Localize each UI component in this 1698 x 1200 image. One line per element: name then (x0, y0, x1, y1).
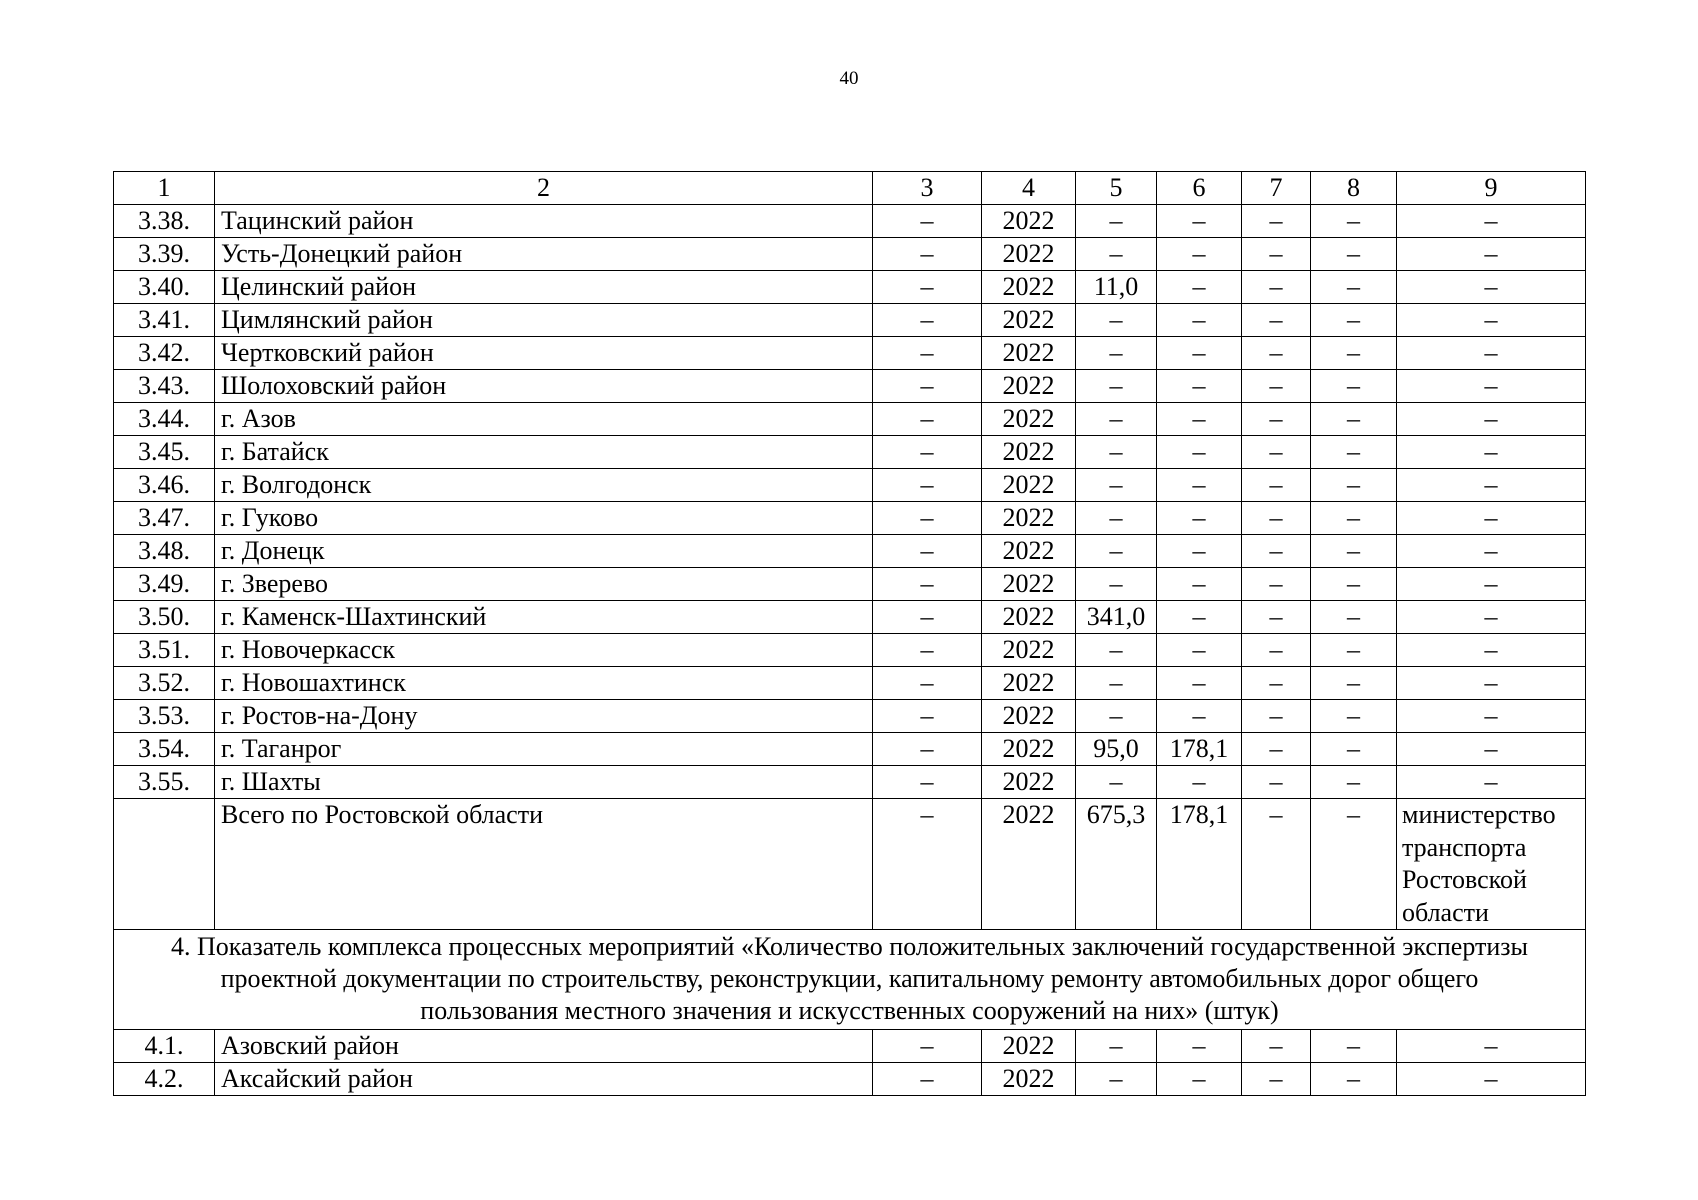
cell-col6: – (1157, 601, 1242, 634)
cell-responsible: – (1397, 436, 1586, 469)
cell-col5: – (1076, 337, 1157, 370)
cell-col7: – (1242, 1063, 1311, 1096)
cell-col8: – (1311, 304, 1397, 337)
cell-num: 3.50. (114, 601, 215, 634)
cell-year: 2022 (982, 568, 1076, 601)
cell-col3: – (873, 337, 982, 370)
cell-name: г. Каменск-Шахтинский (215, 601, 873, 634)
cell-col7: – (1242, 238, 1311, 271)
cell-num: 3.39. (114, 238, 215, 271)
table-row (114, 601, 1586, 634)
cell-year: 2022 (982, 733, 1076, 766)
cell-num: 3.38. (114, 205, 215, 238)
cell-responsible: – (1397, 304, 1586, 337)
cell-year: 2022 (982, 700, 1076, 733)
cell-col6: 178,1 (1157, 733, 1242, 766)
cell-num: 3.41. (114, 304, 215, 337)
cell-col6: – (1157, 469, 1242, 502)
table-row (114, 436, 1586, 469)
table-row (114, 304, 1586, 337)
cell-col6: – (1157, 568, 1242, 601)
cell-col7: – (1242, 1030, 1311, 1063)
cell-col7: – (1242, 700, 1311, 733)
section-title: 4. Показатель комплекса процессных мероприятий «Количество положительных заключений государственной экспертизы проектной документации по строительству, реконструкции, капитальному ремонту автомобильных дорог общего пользования местного значения и искусственных сооружений на них» (штук) (114, 930, 1586, 1030)
cell-col8: – (1311, 502, 1397, 535)
table-row (114, 205, 1586, 238)
cell-responsible: – (1397, 403, 1586, 436)
cell-responsible: – (1397, 733, 1586, 766)
cell-col6: – (1157, 667, 1242, 700)
cell-name: Всего по Ростовской области (215, 799, 873, 930)
cell-col3: – (873, 502, 982, 535)
cell-num: 3.47. (114, 502, 215, 535)
cell-col5: – (1076, 667, 1157, 700)
cell-responsible: – (1397, 271, 1586, 304)
cell-col3: – (873, 205, 982, 238)
cell-col7: – (1242, 502, 1311, 535)
cell-col3: – (873, 667, 982, 700)
cell-col3: – (873, 370, 982, 403)
cell-num: 3.53. (114, 700, 215, 733)
cell-num: 4.2. (114, 1063, 215, 1096)
cell-col8: – (1311, 469, 1397, 502)
table-row (114, 535, 1586, 568)
cell-col8: – (1311, 271, 1397, 304)
cell-col3: – (873, 304, 982, 337)
cell-col5: – (1076, 370, 1157, 403)
cell-col7: – (1242, 469, 1311, 502)
cell-name: г. Ростов-на-Дону (215, 700, 873, 733)
table-row (114, 733, 1586, 766)
cell-name: г. Гуково (215, 502, 873, 535)
cell-col3: – (873, 238, 982, 271)
cell-col8: – (1311, 700, 1397, 733)
cell-col6: – (1157, 370, 1242, 403)
cell-num: 4.1. (114, 1030, 215, 1063)
cell-col6: – (1157, 700, 1242, 733)
cell-name: г. Зверево (215, 568, 873, 601)
cell-year: 2022 (982, 634, 1076, 667)
cell-num: 3.52. (114, 667, 215, 700)
cell-col8: – (1311, 799, 1397, 930)
cell-year: 2022 (982, 238, 1076, 271)
cell-col3: – (873, 535, 982, 568)
cell-col7: – (1242, 667, 1311, 700)
cell-col7: – (1242, 766, 1311, 799)
cell-col3: – (873, 1063, 982, 1096)
cell-col8: – (1311, 667, 1397, 700)
cell-col7: – (1242, 568, 1311, 601)
cell-col8: – (1311, 733, 1397, 766)
cell-num: 3.40. (114, 271, 215, 304)
cell-col5: – (1076, 436, 1157, 469)
cell-name: 2 (215, 172, 873, 205)
cell-col5: 341,0 (1076, 601, 1157, 634)
cell-responsible: – (1397, 1030, 1586, 1063)
cell-col7: – (1242, 337, 1311, 370)
cell-year: 4 (982, 172, 1076, 205)
cell-col8: – (1311, 766, 1397, 799)
cell-responsible: – (1397, 766, 1586, 799)
cell-name: Тацинский район (215, 205, 873, 238)
cell-col8: – (1311, 436, 1397, 469)
cell-col5: – (1076, 634, 1157, 667)
cell-col3: – (873, 436, 982, 469)
table-row (114, 568, 1586, 601)
cell-num (114, 799, 215, 930)
total-row (114, 799, 1586, 930)
table-row (114, 403, 1586, 436)
cell-year: 2022 (982, 304, 1076, 337)
cell-name: г. Волгодонск (215, 469, 873, 502)
cell-year: 2022 (982, 403, 1076, 436)
section-title-row (114, 930, 1586, 1030)
cell-col5: 11,0 (1076, 271, 1157, 304)
cell-col5: 675,3 (1076, 799, 1157, 930)
cell-col3: – (873, 601, 982, 634)
cell-col7: – (1242, 436, 1311, 469)
cell-responsible: – (1397, 502, 1586, 535)
table-row (114, 469, 1586, 502)
cell-col7: – (1242, 799, 1311, 930)
cell-col5: – (1076, 205, 1157, 238)
cell-col8: – (1311, 634, 1397, 667)
table-row (114, 370, 1586, 403)
table-row (114, 700, 1586, 733)
cell-year: 2022 (982, 469, 1076, 502)
cell-col6: 6 (1157, 172, 1242, 205)
cell-num: 3.45. (114, 436, 215, 469)
cell-col5: – (1076, 304, 1157, 337)
cell-responsible: – (1397, 1063, 1586, 1096)
cell-col8: – (1311, 1030, 1397, 1063)
cell-name: Цимлянский район (215, 304, 873, 337)
cell-col8: – (1311, 403, 1397, 436)
cell-col5: 95,0 (1076, 733, 1157, 766)
cell-responsible: – (1397, 601, 1586, 634)
cell-col3: – (873, 469, 982, 502)
cell-col3: – (873, 799, 982, 930)
cell-col8: – (1311, 205, 1397, 238)
cell-col6: – (1157, 304, 1242, 337)
cell-col7: 7 (1242, 172, 1311, 205)
cell-year: 2022 (982, 370, 1076, 403)
cell-year: 2022 (982, 205, 1076, 238)
cell-name: Аксайский район (215, 1063, 873, 1096)
cell-col8: – (1311, 1063, 1397, 1096)
cell-responsible: – (1397, 568, 1586, 601)
cell-name: г. Донецк (215, 535, 873, 568)
cell-col3: 3 (873, 172, 982, 205)
table-row (114, 1063, 1586, 1096)
cell-responsible: – (1397, 205, 1586, 238)
cell-col8: – (1311, 601, 1397, 634)
cell-num: 3.44. (114, 403, 215, 436)
cell-col6: – (1157, 535, 1242, 568)
cell-num: 1 (114, 172, 215, 205)
table-row (114, 766, 1586, 799)
cell-responsible: – (1397, 535, 1586, 568)
cell-col5: – (1076, 535, 1157, 568)
cell-num: 3.48. (114, 535, 215, 568)
cell-col6: – (1157, 634, 1242, 667)
table-row (114, 634, 1586, 667)
cell-num: 3.55. (114, 766, 215, 799)
cell-col8: – (1311, 535, 1397, 568)
cell-responsible: – (1397, 700, 1586, 733)
cell-col5: – (1076, 568, 1157, 601)
cell-name: г. Таганрог (215, 733, 873, 766)
cell-num: 3.46. (114, 469, 215, 502)
cell-name: Целинский район (215, 271, 873, 304)
cell-col3: – (873, 700, 982, 733)
cell-col6: – (1157, 238, 1242, 271)
cell-col6: – (1157, 1030, 1242, 1063)
table-row (114, 502, 1586, 535)
cell-year: 2022 (982, 271, 1076, 304)
data-table (113, 171, 1586, 1096)
cell-col8: 8 (1311, 172, 1397, 205)
cell-col3: – (873, 568, 982, 601)
cell-name: Усть-Донецкий район (215, 238, 873, 271)
table-row (114, 271, 1586, 304)
cell-col6: – (1157, 403, 1242, 436)
cell-name: г. Новочеркасск (215, 634, 873, 667)
table-row (114, 337, 1586, 370)
table-row (114, 1030, 1586, 1063)
cell-col6: – (1157, 502, 1242, 535)
cell-col7: – (1242, 535, 1311, 568)
cell-num: 3.54. (114, 733, 215, 766)
cell-col7: – (1242, 304, 1311, 337)
cell-year: 2022 (982, 535, 1076, 568)
cell-year: 2022 (982, 667, 1076, 700)
cell-responsible: – (1397, 634, 1586, 667)
cell-year: 2022 (982, 436, 1076, 469)
cell-col5: 5 (1076, 172, 1157, 205)
cell-responsible: – (1397, 469, 1586, 502)
cell-col3: – (873, 766, 982, 799)
cell-name: Азовский район (215, 1030, 873, 1063)
cell-name: Шолоховский район (215, 370, 873, 403)
cell-col8: – (1311, 370, 1397, 403)
cell-col6: – (1157, 337, 1242, 370)
cell-name: г. Батайск (215, 436, 873, 469)
cell-col7: – (1242, 271, 1311, 304)
cell-col7: – (1242, 733, 1311, 766)
page-number: 40 (839, 68, 859, 89)
cell-col5: – (1076, 502, 1157, 535)
cell-col6: – (1157, 766, 1242, 799)
cell-col5: – (1076, 1063, 1157, 1096)
table-header-row (114, 172, 1586, 205)
cell-col6: 178,1 (1157, 799, 1242, 930)
cell-col6: – (1157, 436, 1242, 469)
cell-col6: – (1157, 271, 1242, 304)
cell-col6: – (1157, 1063, 1242, 1096)
cell-col8: – (1311, 337, 1397, 370)
cell-year: 2022 (982, 502, 1076, 535)
cell-col3: – (873, 634, 982, 667)
cell-name: Чертковский район (215, 337, 873, 370)
cell-responsible: – (1397, 370, 1586, 403)
cell-year: 2022 (982, 337, 1076, 370)
cell-col5: – (1076, 238, 1157, 271)
cell-name: г. Азов (215, 403, 873, 436)
cell-col7: – (1242, 403, 1311, 436)
cell-col7: – (1242, 370, 1311, 403)
cell-num: 3.51. (114, 634, 215, 667)
cell-num: 3.42. (114, 337, 215, 370)
cell-responsible: министерство транспорта Ростовской области (1397, 799, 1586, 930)
cell-year: 2022 (982, 601, 1076, 634)
cell-year: 2022 (982, 1063, 1076, 1096)
cell-col8: – (1311, 238, 1397, 271)
cell-col5: – (1076, 469, 1157, 502)
cell-year: 2022 (982, 766, 1076, 799)
cell-col3: – (873, 733, 982, 766)
cell-responsible: 9 (1397, 172, 1586, 205)
cell-col7: – (1242, 205, 1311, 238)
cell-year: 2022 (982, 799, 1076, 930)
cell-responsible: – (1397, 337, 1586, 370)
cell-name: г. Шахты (215, 766, 873, 799)
cell-col5: – (1076, 700, 1157, 733)
cell-responsible: – (1397, 238, 1586, 271)
cell-name: г. Новошахтинск (215, 667, 873, 700)
cell-year: 2022 (982, 1030, 1076, 1063)
table-row (114, 667, 1586, 700)
cell-col7: – (1242, 634, 1311, 667)
cell-responsible: – (1397, 667, 1586, 700)
cell-col3: – (873, 403, 982, 436)
cell-col5: – (1076, 766, 1157, 799)
cell-num: 3.49. (114, 568, 215, 601)
cell-col3: – (873, 1030, 982, 1063)
table-row (114, 238, 1586, 271)
cell-col3: – (873, 271, 982, 304)
cell-num: 3.43. (114, 370, 215, 403)
cell-col8: – (1311, 568, 1397, 601)
cell-col7: – (1242, 601, 1311, 634)
cell-col5: – (1076, 1030, 1157, 1063)
cell-col5: – (1076, 403, 1157, 436)
cell-col6: – (1157, 205, 1242, 238)
